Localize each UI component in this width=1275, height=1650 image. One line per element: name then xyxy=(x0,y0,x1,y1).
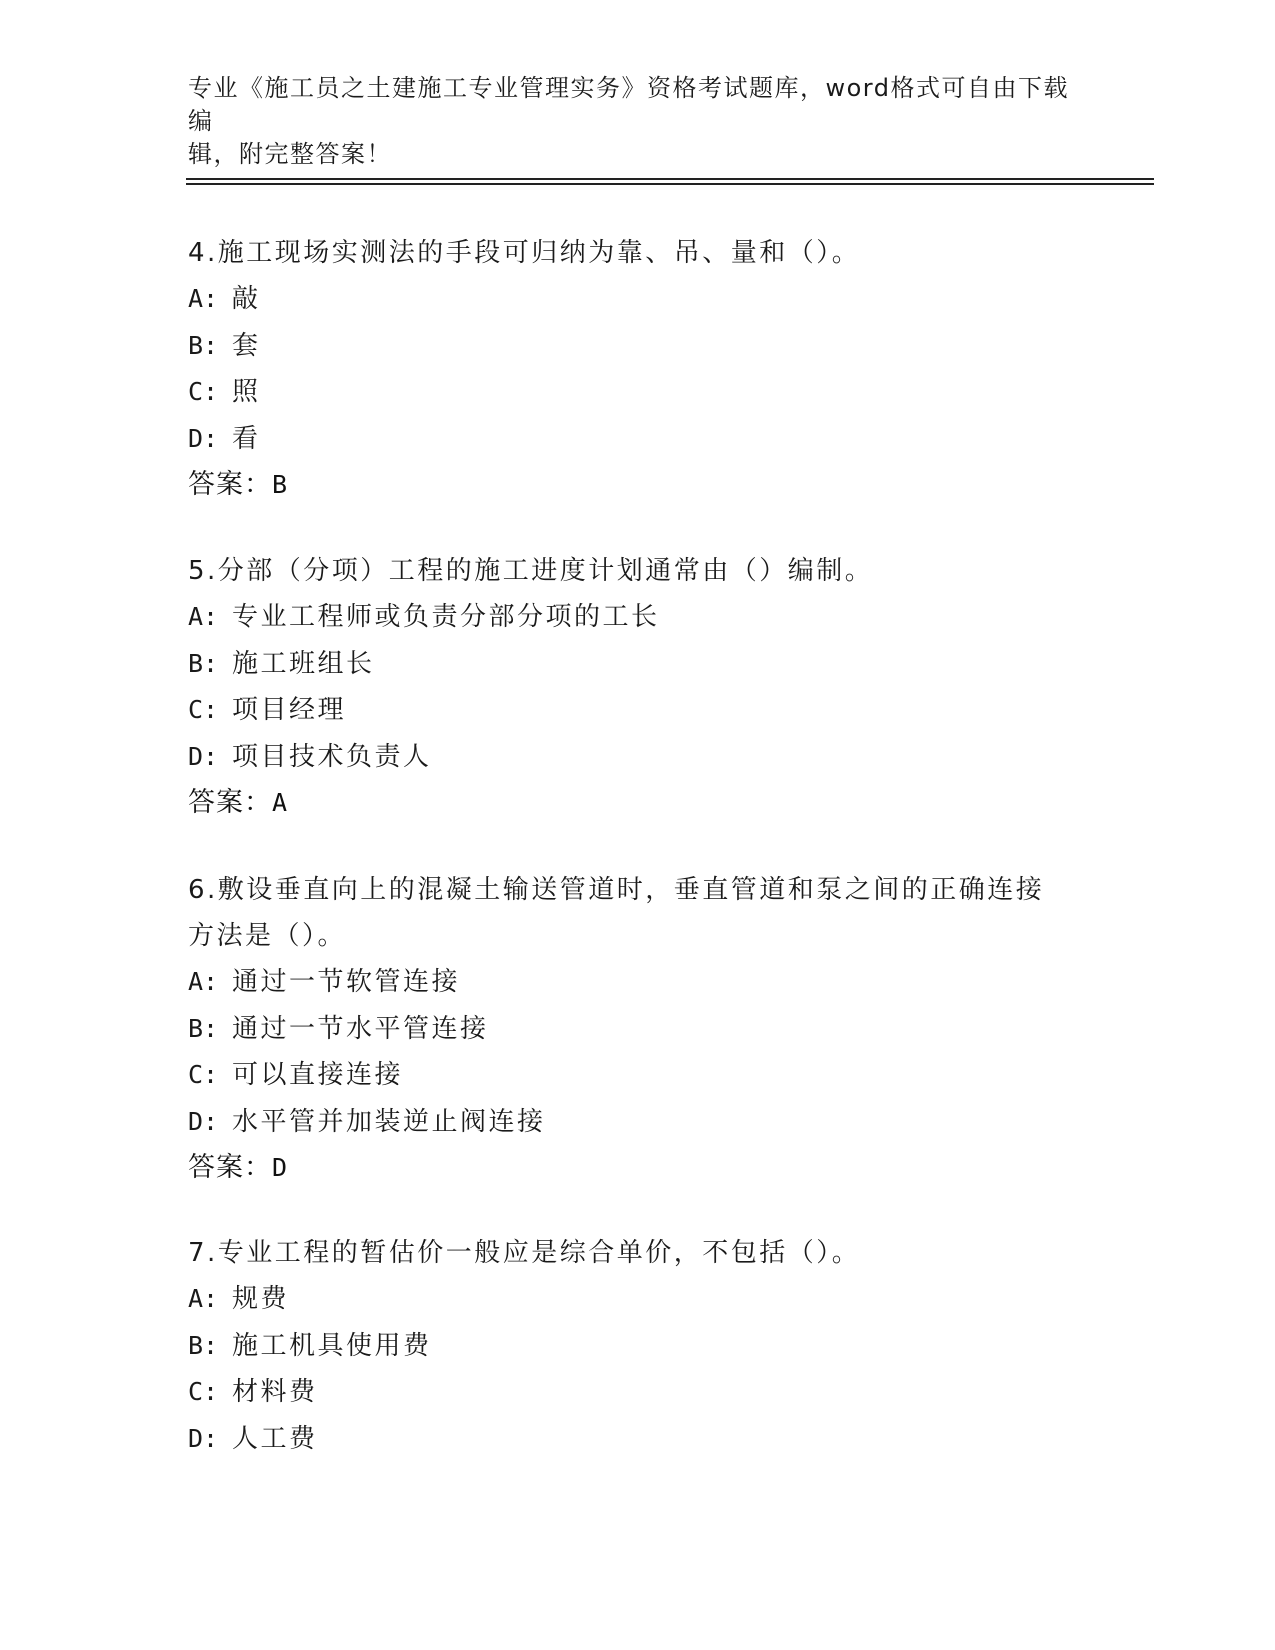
option-c xyxy=(188,1369,1088,1416)
option-c xyxy=(188,687,1088,734)
option-a xyxy=(188,594,1088,641)
option-a xyxy=(188,276,1088,323)
answer-label: 答案： xyxy=(188,1152,272,1183)
option-key: C: xyxy=(188,1377,219,1406)
option-key: A: xyxy=(188,602,219,631)
option-d xyxy=(188,416,1088,463)
option-key: A: xyxy=(188,967,219,996)
option-text: 通过一节软管连接 xyxy=(232,967,461,997)
answer-label: 答案： xyxy=(188,469,272,500)
option-text: 施工班组长 xyxy=(232,648,375,679)
option-b xyxy=(188,1323,1088,1370)
question-stem-line-2: 方法是（）。 xyxy=(188,921,347,951)
question-4 xyxy=(188,230,1088,507)
option-text: 可以直接连接 xyxy=(232,1060,404,1090)
answer-value: B xyxy=(272,470,289,499)
question-stem: 4.施工现场实测法的手段可归纳为靠、吊、量和（）。 xyxy=(188,238,861,268)
question-6 xyxy=(188,867,1088,1190)
answer-label: 答案： xyxy=(188,787,272,818)
option-text: 看 xyxy=(232,423,261,454)
header-line-1: 专业《施工员之土建施工专业管理实务》资格考试题库，word格式可自由下载编 xyxy=(188,74,1069,135)
option-b xyxy=(188,1006,1088,1053)
option-key: D: xyxy=(188,423,219,453)
option-text: 通过一节水平管连接 xyxy=(232,1013,489,1044)
option-text: 人工费 xyxy=(232,1423,318,1454)
option-key: D: xyxy=(188,1106,219,1136)
option-text: 施工机具使用费 xyxy=(232,1330,432,1361)
option-b xyxy=(188,641,1088,688)
option-text: 规费 xyxy=(232,1284,290,1314)
option-text: 材料费 xyxy=(232,1377,318,1407)
option-key: C: xyxy=(188,695,219,724)
question-stem: 7.专业工程的暂估价一般应是综合单价，不包括（）。 xyxy=(188,1238,861,1268)
option-key: A: xyxy=(188,1284,219,1313)
option-key: C: xyxy=(188,1060,219,1089)
option-d xyxy=(188,1416,1088,1463)
answer-line xyxy=(188,780,1088,825)
document-header xyxy=(188,72,1088,171)
header-divider-bottom xyxy=(186,183,1154,185)
option-key: B: xyxy=(188,330,219,360)
option-b xyxy=(188,323,1088,370)
option-d xyxy=(188,734,1088,781)
option-d xyxy=(188,1099,1088,1146)
question-5 xyxy=(188,548,1088,825)
option-text: 项目经理 xyxy=(232,695,347,725)
option-key: B: xyxy=(188,1330,219,1360)
option-text: 敲 xyxy=(232,284,261,314)
option-text: 水平管并加装逆止阀连接 xyxy=(232,1106,546,1137)
option-key: B: xyxy=(188,1013,219,1043)
option-text: 照 xyxy=(232,377,261,407)
option-key: A: xyxy=(188,284,219,313)
option-key: D: xyxy=(188,1423,219,1453)
option-key: D: xyxy=(188,741,219,771)
option-c xyxy=(188,1052,1088,1099)
answer-value: D xyxy=(272,1153,289,1182)
option-text: 专业工程师或负责分部分项的工长 xyxy=(232,602,660,632)
header-divider-top xyxy=(186,178,1154,180)
option-c xyxy=(188,369,1088,416)
question-7 xyxy=(188,1230,1088,1462)
option-key: C: xyxy=(188,377,219,406)
option-text: 项目技术负责人 xyxy=(232,741,432,772)
question-stem: 5.分部（分项）工程的施工进度计划通常由（）编制。 xyxy=(188,556,874,586)
option-a xyxy=(188,1276,1088,1323)
option-key: B: xyxy=(188,648,219,678)
question-stem-line-1: 6.敷设垂直向上的混凝土输送管道时，垂直管道和泵之间的正确连接 xyxy=(188,875,1045,905)
answer-line xyxy=(188,462,1088,507)
option-a xyxy=(188,959,1088,1006)
option-text: 套 xyxy=(232,330,261,361)
header-line-2: 辑，附完整答案！ xyxy=(188,140,392,168)
answer-value: A xyxy=(272,788,289,817)
answer-line xyxy=(188,1145,1088,1190)
